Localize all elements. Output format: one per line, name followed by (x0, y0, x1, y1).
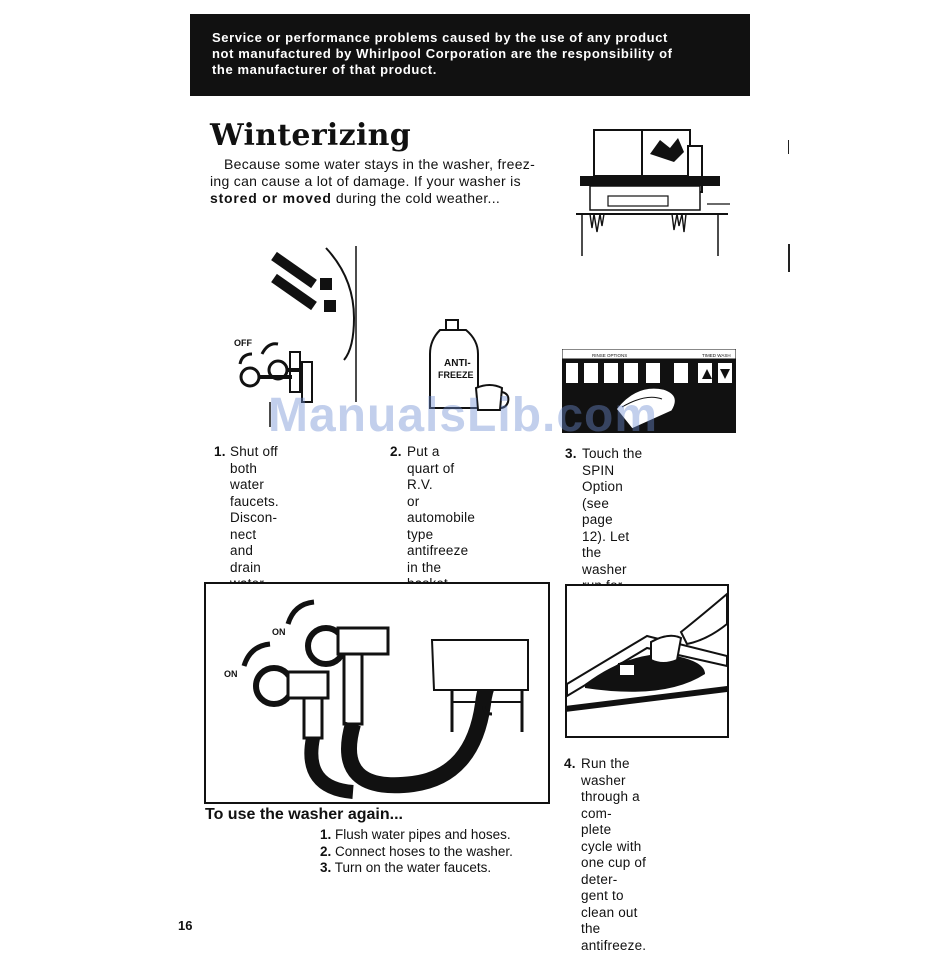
use-again-item-2-text: Connect hoses to the washer. (335, 843, 513, 859)
margin-mark-top (788, 140, 789, 154)
intro-rest: during the cold weather... (331, 190, 501, 206)
step-2-line-1: Put a quart of R.V. (407, 444, 455, 492)
use-again-item-2-number: 2. (320, 843, 332, 859)
step-3-line-3: 12). Let the washer (582, 528, 630, 577)
step-2-line-3: antifreeze in the (407, 543, 469, 575)
faucet-on-label-lower: ON (224, 669, 238, 679)
use-again-item-3 (320, 860, 513, 877)
banner-line-1: Service or performance problems caused by the use of any product (212, 30, 668, 45)
step-3-number: 3. (565, 446, 577, 461)
intro-line-3 (210, 190, 500, 206)
step-4-line-6: the antifreeze. (581, 921, 647, 953)
pouring-detergent-illustration (565, 584, 729, 738)
use-again-item-1 (320, 827, 513, 844)
banner-line-2: not manufactured by Whirlpool Corporation are the responsibility of (212, 46, 673, 61)
step-3-line-1: Touch the SPIN (582, 446, 643, 478)
panel-timed-wash-text: TIMED WASH (702, 353, 731, 358)
use-again-list (320, 827, 513, 877)
faucet-off-label: OFF (234, 338, 252, 348)
watermark: ManualsLib.com (268, 389, 659, 442)
step-4-line-3: plete cycle with (581, 822, 642, 854)
use-again-item-3-number: 3. (320, 860, 332, 875)
step-1-line-2: faucets. Discon- (230, 493, 279, 525)
intro-line-2: ing can cause a lot of damage. If your washer is (210, 173, 521, 189)
warranty-notice-banner (190, 14, 750, 96)
panel-rinse-options-text: RINSE OPTIONS (592, 353, 628, 358)
page-number: 16 (178, 918, 193, 933)
antifreeze-label-line-2: FREEZE (438, 370, 474, 380)
use-again-item-1-number: 1. (320, 827, 332, 842)
step-4-line-2: through a com- (581, 789, 640, 821)
antifreeze-label-line-1: ANTI- (444, 358, 471, 369)
frozen-window-illustration (572, 124, 732, 256)
faucets-on-illustration (204, 582, 550, 804)
step-1-number: 1. (214, 444, 226, 459)
step-1-line-3: nect and drain (230, 526, 262, 575)
use-again-item-3-text: Turn on the water faucets. (334, 860, 492, 875)
use-again-heading: To use the washer again... (205, 806, 403, 823)
step-2-line-2: or automobile type (407, 493, 476, 542)
step-2-number: 2. (390, 444, 402, 459)
use-again-item-1-text: Flush water pipes and hoses. (335, 827, 511, 842)
step-4-number: 4. (564, 756, 576, 771)
faucet-on-label-upper: ON (272, 627, 286, 637)
banner-line-3: the manufacturer of that product. (212, 62, 437, 77)
intro-paragraph (210, 156, 570, 207)
margin-mark-middle (788, 244, 790, 272)
step-1-line-1: Shut off both water (230, 444, 278, 492)
step-4-line-1: Run the washer (581, 756, 630, 788)
use-again-item-2 (320, 844, 513, 861)
section-title: Winterizing (210, 118, 412, 153)
intro-line-1: Because some water stays in the washer, freez- (224, 156, 536, 172)
step-4-line-5: gent to clean out (581, 888, 638, 920)
step-3-line-2: Option (see page (582, 479, 623, 527)
step-4-line-4: one cup of deter- (581, 855, 647, 887)
intro-bold: stored or moved (210, 190, 332, 206)
